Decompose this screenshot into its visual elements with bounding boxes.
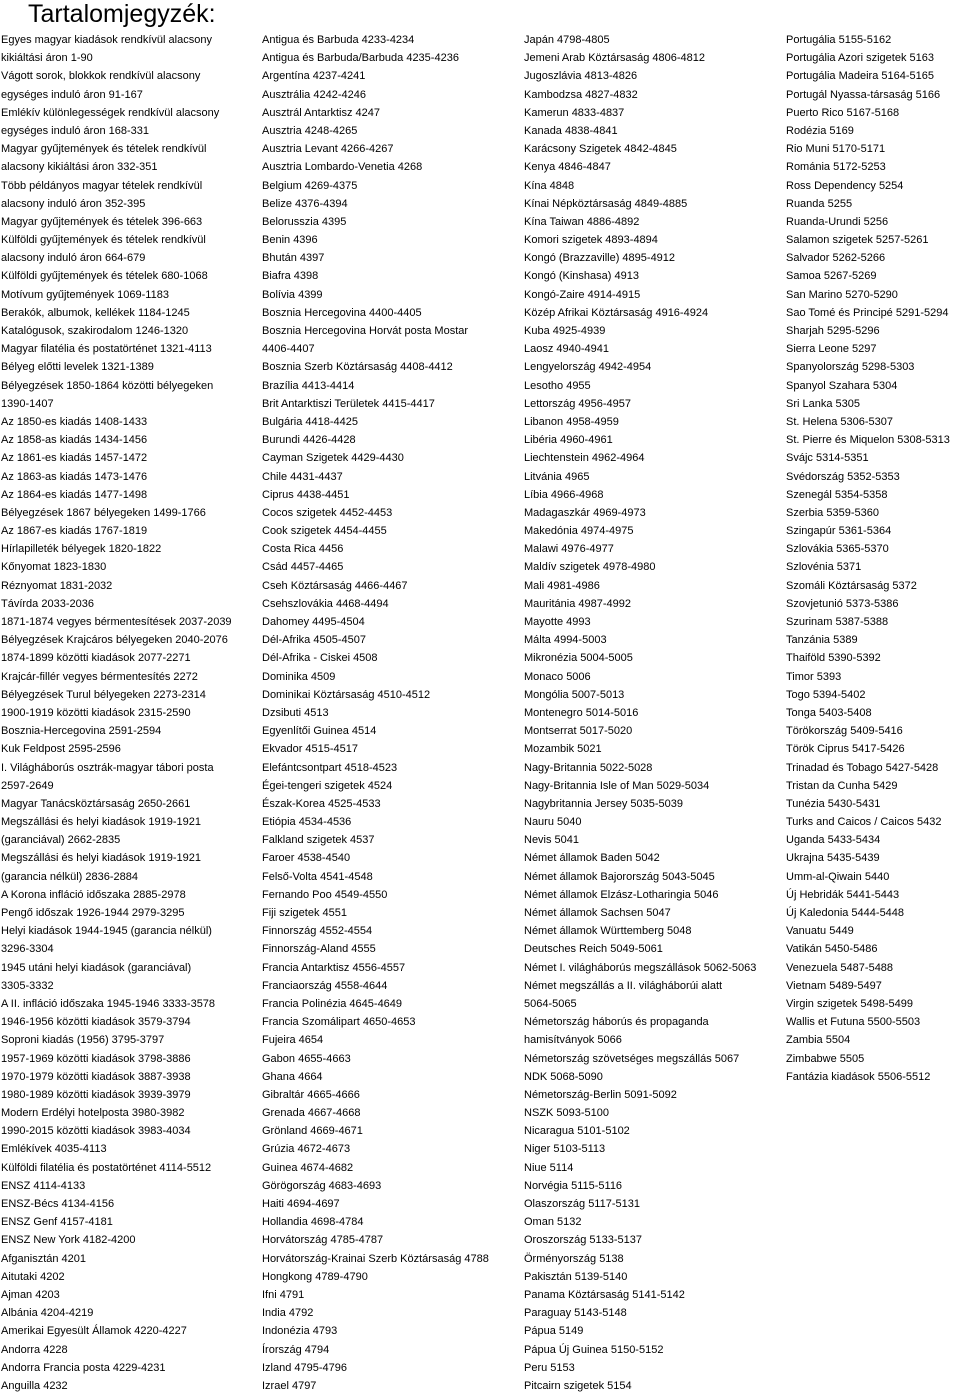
toc-entry: A Korona infláció időszaka 2885-2978	[1, 888, 186, 901]
toc-entry: ENSZ New York 4182-4200	[1, 1234, 136, 1247]
toc-column-4	[786, 31, 960, 1086]
toc-entry: Az 1858-as kiadás 1434-1456	[1, 434, 148, 447]
toc-entry: Mikronézia 5004-5005	[524, 652, 633, 665]
toc-entry: Dél-Afrika - Ciskei 4508	[262, 652, 378, 665]
toc-entry: Samoa 5267-5269	[786, 270, 877, 283]
toc-column-1	[1, 31, 259, 1395]
toc-entry: Románia 5172-5253	[786, 161, 886, 174]
toc-entry: Falkland szigetek 4537	[262, 834, 375, 847]
toc-entry: Külföldi gyűjtemények és tételek 680-1068	[1, 270, 208, 283]
toc-entry: Oroszország 5133-5137	[524, 1234, 643, 1247]
toc-entry: Ajman 4203	[1, 1288, 60, 1301]
toc-entry: Észak-Korea 4525-4533	[262, 797, 381, 810]
toc-entry: Sharjah 5295-5296	[786, 325, 880, 337]
toc-entry: 5064-5065	[524, 997, 577, 1010]
toc-entry: Tunézia 5430-5431	[786, 797, 881, 810]
toc-entry: Megszállási és helyi kiadások 1919-1921	[1, 852, 201, 865]
toc-entry: Laosz 4940-4941	[524, 343, 610, 356]
toc-entry: 1957-1969 közötti kiadások 3798-3886	[1, 1052, 191, 1065]
toc-entry: Lengyelország 4942-4954	[524, 361, 652, 374]
toc-entry: Vágott sorok, blokkok rendkívül alacsony	[1, 70, 201, 83]
toc-entry: Libanon 4958-4959	[524, 415, 619, 428]
toc-entry: Az 1850-es kiadás 1408-1433	[1, 415, 148, 428]
toc-entry: Nagy-Britannia Isle of Man 5029-5034	[524, 779, 710, 792]
toc-entry: Horvátország-Krainai Szerb Köztársaság 4788	[262, 1252, 489, 1265]
toc-entry: Távírda 2033-2036	[1, 597, 94, 610]
toc-entry: Makedónia 4974-4975	[524, 525, 634, 538]
toc-entry: Ruanda 5255	[786, 197, 853, 210]
toc-entry: Ausztria 4248-4265	[262, 124, 358, 137]
toc-entry: Dél-Afrika 4505-4507	[262, 634, 366, 647]
toc-entry: Belgium 4269-4375	[262, 179, 358, 192]
toc-entry: Grúzia 4672-4673	[262, 1143, 351, 1156]
toc-entry: Uganda 5433-5434	[786, 834, 881, 847]
toc-entry: Madagaszkár 4969-4973	[524, 506, 646, 519]
toc-entry: Thaiföld 5390-5392	[786, 652, 881, 665]
toc-entry: Kongó-Zaire 4914-4915	[524, 288, 641, 301]
toc-entry: Monaco 5006	[524, 670, 591, 683]
toc-entry: Szomáli Köztársaság 5372	[786, 579, 917, 592]
toc-entry: Magyar gyűjtemények és tételek rendkívül	[1, 143, 207, 156]
toc-entry: Az 1863-as kiadás 1473-1476	[1, 470, 148, 483]
toc-entry: Malawi 4976-4977	[524, 543, 614, 556]
toc-entry: 4406-4407	[262, 343, 315, 356]
toc-entry: Deutsches Reich 5049-5061	[524, 943, 663, 956]
toc-entry: Libéria 4960-4961	[524, 434, 613, 447]
toc-entry: Jugoszlávia 4813-4826	[524, 70, 638, 83]
toc-entry: Belize 4376-4394	[262, 197, 348, 210]
toc-entry: Timor 5393	[786, 670, 842, 683]
toc-entry: Bélyegzések Turul bélyegeken 2273-2314	[1, 688, 206, 701]
toc-entry: Német államok Elzász-Lotharingia 5046	[524, 888, 719, 901]
toc-entry: Málta 4994-5003	[524, 634, 607, 647]
toc-entry: Peru 5153	[524, 1361, 575, 1374]
toc-entry: Berakók, albumok, kellékek 1184-1245	[1, 306, 190, 319]
toc-entry: Afganisztán 4201	[1, 1252, 87, 1265]
toc-entry: Sri Lanka 5305	[786, 397, 860, 410]
toc-entry: Szerbia 5359-5360	[786, 506, 879, 519]
toc-entry: Rodézia 5169	[786, 124, 854, 137]
toc-entry: Argentína 4237-4241	[262, 70, 366, 83]
toc-entry: Francia Antarktisz 4556-4557	[262, 961, 406, 974]
toc-entry: Gabon 4655-4663	[262, 1052, 351, 1065]
toc-entry: Törökország 5409-5416	[786, 725, 903, 738]
toc-entry: Chile 4431-4437	[262, 470, 343, 483]
toc-entry: Tanzánia 5389	[786, 634, 858, 647]
toc-entry: 1946-1956 közötti kiadások 3579-3794	[1, 1016, 191, 1029]
toc-entry: Montenegro 5014-5016	[524, 706, 639, 719]
toc-entry: Emlékívek 4035-4113	[1, 1143, 107, 1156]
toc-entry: 3305-3332	[1, 979, 54, 992]
toc-entry: Szlovénia 5371	[786, 561, 862, 574]
toc-columns	[0, 31, 960, 1393]
toc-entry: Dominikai Köztársaság 4510-4512	[262, 688, 431, 701]
toc-entry: Egyes magyar kiadások rendkívül alacsony	[1, 34, 212, 46]
toc-entry: Kína Taiwan 4886-4892	[524, 215, 640, 228]
toc-entry: egységes induló áron 168-331	[1, 124, 150, 137]
toc-entry: Modern Erdélyi hotelposta 3980-3982	[1, 1107, 185, 1120]
toc-entry: Bélyegzések 1867 bélyegeken 1499-1766	[1, 506, 206, 519]
toc-entry: Új Hebridák 5441-5443	[786, 888, 900, 901]
toc-entry: Kuba 4925-4939	[524, 325, 606, 337]
toc-entry: Ciprus 4438-4451	[262, 488, 350, 501]
toc-entry: Vietnam 5489-5497	[786, 979, 882, 992]
toc-entry: Portugália Azori szigetek 5163	[786, 52, 934, 65]
toc-entry: Németország háborús és propaganda	[524, 1016, 709, 1029]
toc-entry: Salvador 5262-5266	[786, 252, 886, 265]
toc-entry: Komori szigetek 4893-4894	[524, 234, 658, 247]
toc-entry: Szovjetunió 5373-5386	[786, 597, 899, 610]
toc-entry: Karácsony Szigetek 4842-4845	[524, 143, 677, 156]
toc-entry: Réznyomat 1831-2032	[1, 579, 113, 592]
toc-entry: Nevis 5041	[524, 834, 580, 847]
toc-entry: Venezuela 5487-5488	[786, 961, 894, 974]
toc-entry: Francia Polinézia 4645-4649	[262, 997, 403, 1010]
toc-entry: Portugália Madeira 5164-5165	[786, 70, 934, 83]
toc-entry: Kambodzsa 4827-4832	[524, 88, 638, 101]
toc-entry: Ausztrália 4242-4246	[262, 88, 366, 101]
toc-entry: Niue 5114	[524, 1161, 574, 1174]
toc-entry: Nagy-Britannia 5022-5028	[524, 761, 653, 774]
toc-entry: Kínai Népköztársaság 4849-4885	[524, 197, 688, 210]
toc-entry: Tristan da Cunha 5429	[786, 779, 898, 792]
toc-entry: Mayotte 4993	[524, 616, 591, 628]
toc-entry: 1871-1874 vegyes bérmentesítések 2037-2039	[1, 616, 232, 628]
toc-entry: Biafra 4398	[262, 270, 319, 283]
toc-entry: Panama Köztársaság 5141-5142	[524, 1288, 685, 1301]
toc-entry: Az 1867-es kiadás 1767-1819	[1, 525, 148, 538]
toc-entry: 1390-1407	[1, 397, 54, 410]
toc-entry: Mongólia 5007-5013	[524, 688, 625, 701]
toc-entry: St. Helena 5306-5307	[786, 415, 894, 428]
toc-entry: Új Kaledonia 5444-5448	[786, 907, 905, 919]
toc-entry: Kenya 4846-4847	[524, 161, 611, 174]
toc-entry: Kőnyomat 1823-1830	[1, 561, 107, 574]
toc-entry: Cocos szigetek 4452-4453	[262, 506, 393, 519]
toc-entry: Az 1861-es kiadás 1457-1472	[1, 452, 148, 465]
toc-entry: kikiáltási áron 1-90	[1, 52, 93, 65]
toc-entry: Kuk Feldpost 2595-2596	[1, 743, 121, 756]
toc-entry: Német államok Württemberg 5048	[524, 925, 692, 938]
toc-entry: Égei-tengeri szigetek 4524	[262, 779, 393, 792]
toc-entry: Bosznia Hercegovina 4400-4405	[262, 306, 422, 319]
toc-entry: Nauru 5040	[524, 816, 582, 829]
toc-column-2	[262, 31, 520, 1395]
toc-entry: Wallis et Futuna 5500-5503	[786, 1016, 921, 1029]
toc-entry: 1874-1899 közötti kiadások 2077-2271	[1, 652, 191, 665]
toc-entry: Hollandia 4698-4784	[262, 1216, 364, 1229]
toc-entry: Katalógusok, szakirodalom 1246-1320	[1, 325, 189, 337]
toc-entry: (garancia nélkül) 2836-2884	[1, 870, 138, 883]
toc-entry: Kongó (Kinshasa) 4913	[524, 270, 639, 283]
toc-entry: Szurinam 5387-5388	[786, 616, 889, 628]
toc-entry: Fujeira 4654	[262, 1034, 324, 1047]
toc-entry: Több példányos magyar tételek rendkívül	[1, 179, 203, 192]
toc-entry: Spanyol Szahara 5304	[786, 379, 898, 392]
toc-entry: Török Ciprus 5417-5426	[786, 743, 905, 756]
toc-entry: Bolívia 4399	[262, 288, 323, 301]
toc-entry: 1945 utáni helyi kiadások (garanciával)	[1, 961, 192, 974]
toc-entry: Dahomey 4495-4504	[262, 616, 365, 628]
toc-entry: Mali 4981-4986	[524, 579, 600, 592]
toc-entry: Fantázia kiadások 5506-5512	[786, 1070, 931, 1083]
toc-entry: alacsony kikiáltási áron 332-351	[1, 161, 158, 174]
toc-entry: Elefántcsontpart 4518-4523	[262, 761, 398, 774]
toc-entry: NDK 5068-5090	[524, 1070, 603, 1083]
toc-entry: Ukrajna 5435-5439	[786, 852, 880, 865]
toc-entry: St. Pierre és Miquelon 5308-5313	[786, 434, 950, 447]
toc-entry: Oman 5132	[524, 1216, 582, 1229]
toc-entry: Dzsibuti 4513	[262, 706, 329, 719]
toc-entry: Benin 4396	[262, 234, 318, 247]
toc-entry: Ausztria Lombardo-Venetia 4268	[262, 161, 423, 174]
toc-entry: Az 1864-es kiadás 1477-1498	[1, 488, 148, 501]
toc-entry: Pápua Új Guinea 5150-5152	[524, 1343, 664, 1356]
toc-entry: Magyar gyűjtemények és tételek 396-663	[1, 215, 203, 228]
toc-entry: Spanyolország 5298-5303	[786, 361, 915, 374]
toc-entry: Togo 5394-5402	[786, 688, 866, 701]
toc-entry: Etiópia 4534-4536	[262, 816, 352, 829]
toc-column-3	[524, 31, 782, 1395]
toc-entry: Kamerun 4833-4837	[524, 106, 625, 119]
toc-entry: Umm-al-Qiwain 5440	[786, 870, 890, 883]
toc-entry: Belorusszia 4395	[262, 215, 347, 228]
toc-entry: Liechtenstein 4962-4964	[524, 452, 645, 465]
toc-entry: Svájc 5314-5351	[786, 452, 869, 465]
toc-entry: Bhután 4397	[262, 252, 325, 265]
toc-entry: Német államok Sachsen 5047	[524, 907, 671, 919]
toc-entry: Pengő időszak 1926-1944 2979-3295	[1, 907, 185, 919]
toc-entry: Bélyegzések 1850-1864 közötti bélyegeken	[1, 379, 214, 392]
toc-entry: India 4792	[262, 1307, 314, 1320]
toc-entry: Maldív szigetek 4978-4980	[524, 561, 656, 574]
toc-entry: Brit Antarktiszi Területek 4415-4417	[262, 397, 435, 410]
toc-entry: NSZK 5093-5100	[524, 1107, 609, 1120]
toc-entry: Paraguay 5143-5148	[524, 1307, 627, 1320]
toc-entry: Antigua és Barbuda/Barbuda 4235-4236	[262, 52, 459, 65]
toc-entry: Francia Szomálipart 4650-4653	[262, 1016, 416, 1029]
toc-entry: Német megszállás a II. világháborúi alatt	[524, 979, 723, 992]
toc-entry: Mauritánia 4987-4992	[524, 597, 632, 610]
toc-entry: 1970-1979 közötti kiadások 3887-3938	[1, 1070, 191, 1083]
toc-entry: Svédország 5352-5353	[786, 470, 900, 483]
toc-entry: Niger 5103-5113	[524, 1143, 606, 1156]
toc-entry: Német államok Baden 5042	[524, 852, 660, 865]
toc-entry: Finnország 4552-4554	[262, 925, 373, 938]
toc-entry: Szlovákia 5365-5370	[786, 543, 889, 556]
toc-entry: Ross Dependency 5254	[786, 179, 904, 192]
toc-entry: Motívum gyűjtemények 1069-1183	[1, 288, 169, 301]
toc-entry: Bélyegzések Krajcáros bélyegeken 2040-2076	[1, 634, 228, 647]
toc-entry: Ausztria Levant 4266-4267	[262, 143, 394, 156]
toc-entry: Izland 4795-4796	[262, 1361, 348, 1374]
toc-entry: Ekvador 4515-4517	[262, 743, 359, 756]
toc-entry: Gibraltár 4665-4666	[262, 1088, 360, 1101]
toc-entry: Magyar Tanácsköztársaság 2650-2661	[1, 797, 191, 810]
toc-entry: Bosznia-Hercegovina 2591-2594	[1, 725, 162, 738]
toc-entry: Cseh Köztársaság 4466-4467	[262, 579, 408, 592]
toc-entry: Pitcairn szigetek 5154	[524, 1379, 632, 1392]
toc-entry: Indonézia 4793	[262, 1325, 338, 1338]
toc-entry: Portugália 5155-5162	[786, 34, 892, 46]
toc-entry: egységes induló áron 91-167	[1, 88, 143, 101]
toc-entry: Magyar filatélia és postatörténet 1321-4113	[1, 343, 212, 356]
toc-entry: Montserrat 5017-5020	[524, 725, 633, 738]
toc-entry: Norvégia 5115-5116	[524, 1179, 623, 1192]
toc-entry: Lettország 4956-4957	[524, 397, 632, 410]
toc-entry: Cook szigetek 4454-4455	[262, 525, 387, 538]
toc-entry: 1900-1919 közötti kiadások 2315-2590	[1, 706, 191, 719]
toc-entry: 1990-2015 közötti kiadások 3983-4034	[1, 1125, 191, 1138]
toc-entry: San Marino 5270-5290	[786, 288, 898, 301]
toc-entry: Puerto Rico 5167-5168	[786, 106, 900, 119]
toc-entry: Amerikai Egyesült Államok 4220-4227	[1, 1325, 187, 1338]
toc-entry: Hírlapilleték bélyegek 1820-1822	[1, 543, 162, 556]
toc-entry: Japán 4798-4805	[524, 34, 610, 46]
toc-entry: Franciaország 4558-4644	[262, 979, 388, 992]
toc-entry: Krajcár-fillér vegyes bérmentesítés 2272	[1, 670, 198, 683]
toc-entry: Trinadad és Tobago 5427-5428	[786, 761, 939, 774]
toc-entry: Zambia 5504	[786, 1034, 851, 1047]
toc-entry: Grönland 4669-4671	[262, 1125, 363, 1138]
toc-entry: Brazília 4413-4414	[262, 379, 355, 392]
toc-entry: Külföldi gyűjtemények és tételek rendkívül	[1, 234, 206, 247]
toc-entry: Bosznia Hercegovina Horvát posta Mostar	[262, 325, 469, 337]
toc-entry: Bélyeg előtti levelek 1321-1389	[1, 361, 154, 374]
toc-entry: hamisítványok 5066	[524, 1034, 622, 1047]
toc-entry: Ruanda-Urundi 5256	[786, 215, 889, 228]
toc-entry: Bulgária 4418-4425	[262, 415, 359, 428]
toc-entry: ENSZ 4114-4133	[1, 1179, 86, 1192]
toc-entry: Németország szövetséges megszállás 5067	[524, 1052, 740, 1065]
toc-entry: Salamon szigetek 5257-5261	[786, 234, 929, 247]
toc-entry: Szenegál 5354-5358	[786, 488, 888, 501]
toc-entry: Fernando Poo 4549-4550	[262, 888, 388, 901]
toc-entry: Közép Afrikai Köztársaság 4916-4924	[524, 306, 709, 319]
toc-entry: Német államok Bajorország 5043-5045	[524, 870, 715, 883]
toc-entry: Ifni 4791	[262, 1288, 305, 1301]
toc-entry: Megszállási és helyi kiadások 1919-1921	[1, 816, 201, 829]
toc-entry: Ausztrál Antarktisz 4247	[262, 106, 381, 119]
toc-entry: Vanuatu 5449	[786, 925, 854, 938]
toc-entry: Csád 4457-4465	[262, 561, 344, 574]
toc-entry: Lesotho 4955	[524, 379, 591, 392]
toc-entry: Egyenlítői Guinea 4514	[262, 725, 377, 738]
toc-entry: Görögország 4683-4693	[262, 1179, 382, 1192]
toc-entry: Anguilla 4232	[1, 1379, 68, 1392]
toc-entry: Grenada 4667-4668	[262, 1107, 361, 1120]
toc-entry: Soproni kiadás (1956) 3795-3797	[1, 1034, 165, 1047]
toc-entry: Líbia 4966-4968	[524, 488, 604, 501]
toc-entry: Faroer 4538-4540	[262, 852, 351, 865]
toc-entry: Horvátország 4785-4787	[262, 1234, 384, 1247]
toc-entry: I. Világháborús osztrák-magyar tábori posta	[1, 761, 214, 774]
toc-entry: Nagybritannia Jersey 5035-5039	[524, 797, 683, 810]
toc-entry: Fiji szigetek 4551	[262, 907, 347, 919]
toc-entry: Németország-Berlin 5091-5092	[524, 1088, 677, 1101]
toc-entry: Rio Muni 5170-5171	[786, 143, 886, 156]
toc-entry: Örményország 5138	[524, 1252, 624, 1265]
toc-entry: Bosznia Szerb Köztársaság 4408-4412	[262, 361, 453, 374]
toc-entry: Tonga 5403-5408	[786, 706, 872, 719]
toc-entry: 3296-3304	[1, 943, 54, 956]
toc-entry: Portugál Nyassa-társaság 5166	[786, 88, 941, 101]
toc-entry: Albánia 4204-4219	[1, 1307, 94, 1320]
toc-entry: Kanada 4838-4841	[524, 124, 618, 137]
toc-entry: Német I. világháborús megszállások 5062-5063	[524, 961, 757, 974]
toc-entry: Turks and Caicos / Caicos 5432	[786, 816, 942, 829]
toc-entry: Emlékív különlegességek rendkívül alacsony	[1, 106, 220, 119]
toc-entry: Pápua 5149	[524, 1325, 584, 1338]
toc-entry: Hongkong 4789-4790	[262, 1270, 368, 1283]
toc-entry: Sierra Leone 5297	[786, 343, 877, 356]
toc-entry: (garanciával) 2662-2835	[1, 834, 121, 847]
toc-entry: Finnország-Aland 4555	[262, 943, 376, 956]
toc-entry: Cayman Szigetek 4429-4430	[262, 452, 404, 465]
toc-entry: Helyi kiadások 1944-1945 (garancia nélkül)	[1, 925, 212, 938]
toc-entry: Szingapúr 5361-5364	[786, 525, 892, 538]
toc-entry: Nicaragua 5101-5102	[524, 1125, 630, 1138]
toc-entry: Pakisztán 5139-5140	[524, 1270, 628, 1283]
toc-entry: Aitutaki 4202	[1, 1270, 65, 1283]
toc-entry: Litvánia 4965	[524, 470, 590, 483]
toc-entry: Antigua és Barbuda 4233-4234	[262, 34, 415, 46]
toc-entry: Ghana 4664	[262, 1070, 323, 1083]
toc-entry: 2597-2649	[1, 779, 54, 792]
toc-entry: ENSZ-Bécs 4134-4156	[1, 1198, 115, 1210]
toc-entry: Jemeni Arab Köztársaság 4806-4812	[524, 52, 706, 65]
toc-entry: Csehszlovákia 4468-4494	[262, 597, 389, 610]
toc-entry: Haiti 4694-4697	[262, 1198, 340, 1210]
toc-entry: Kongó (Brazzaville) 4895-4912	[524, 252, 676, 265]
toc-entry: Zimbabwe 5505	[786, 1052, 865, 1065]
toc-entry: Andorra 4228	[1, 1343, 68, 1356]
toc-entry: Külföldi filatélia és postatörténet 4114-5512	[1, 1161, 212, 1174]
toc-entry: Írország 4794	[262, 1343, 330, 1356]
toc-entry: alacsony induló áron 352-395	[1, 197, 146, 210]
toc-entry: Dominika 4509	[262, 670, 336, 683]
toc-entry: A II. infláció időszaka 1945-1946 3333-3578	[1, 997, 216, 1010]
toc-entry: Burundi 4426-4428	[262, 434, 356, 447]
toc-entry: Izrael 4797	[262, 1379, 317, 1392]
toc-entry: Olaszország 5117-5131	[524, 1198, 640, 1210]
toc-entry: Costa Rica 4456	[262, 543, 344, 556]
toc-entry: Virgin szigetek 5498-5499	[786, 997, 913, 1010]
toc-entry: Felső-Volta 4541-4548	[262, 870, 373, 883]
toc-entry: Andorra Francia posta 4229-4231	[1, 1361, 166, 1374]
toc-entry: alacsony induló áron 664-679	[1, 252, 146, 265]
toc-entry: ENSZ Genf 4157-4181	[1, 1216, 113, 1229]
page-title: Tartalomjegyzék:	[28, 0, 216, 28]
toc-entry: Guinea 4674-4682	[262, 1161, 354, 1174]
toc-entry: Sao Tomé és Principé 5291-5294	[786, 306, 949, 319]
toc-entry: 1980-1989 közötti kiadások 3939-3979	[1, 1088, 191, 1101]
toc-entry: Vatikán 5450-5486	[786, 943, 878, 956]
toc-entry: Mozambik 5021	[524, 743, 602, 756]
toc-entry: Kína 4848	[524, 179, 575, 192]
